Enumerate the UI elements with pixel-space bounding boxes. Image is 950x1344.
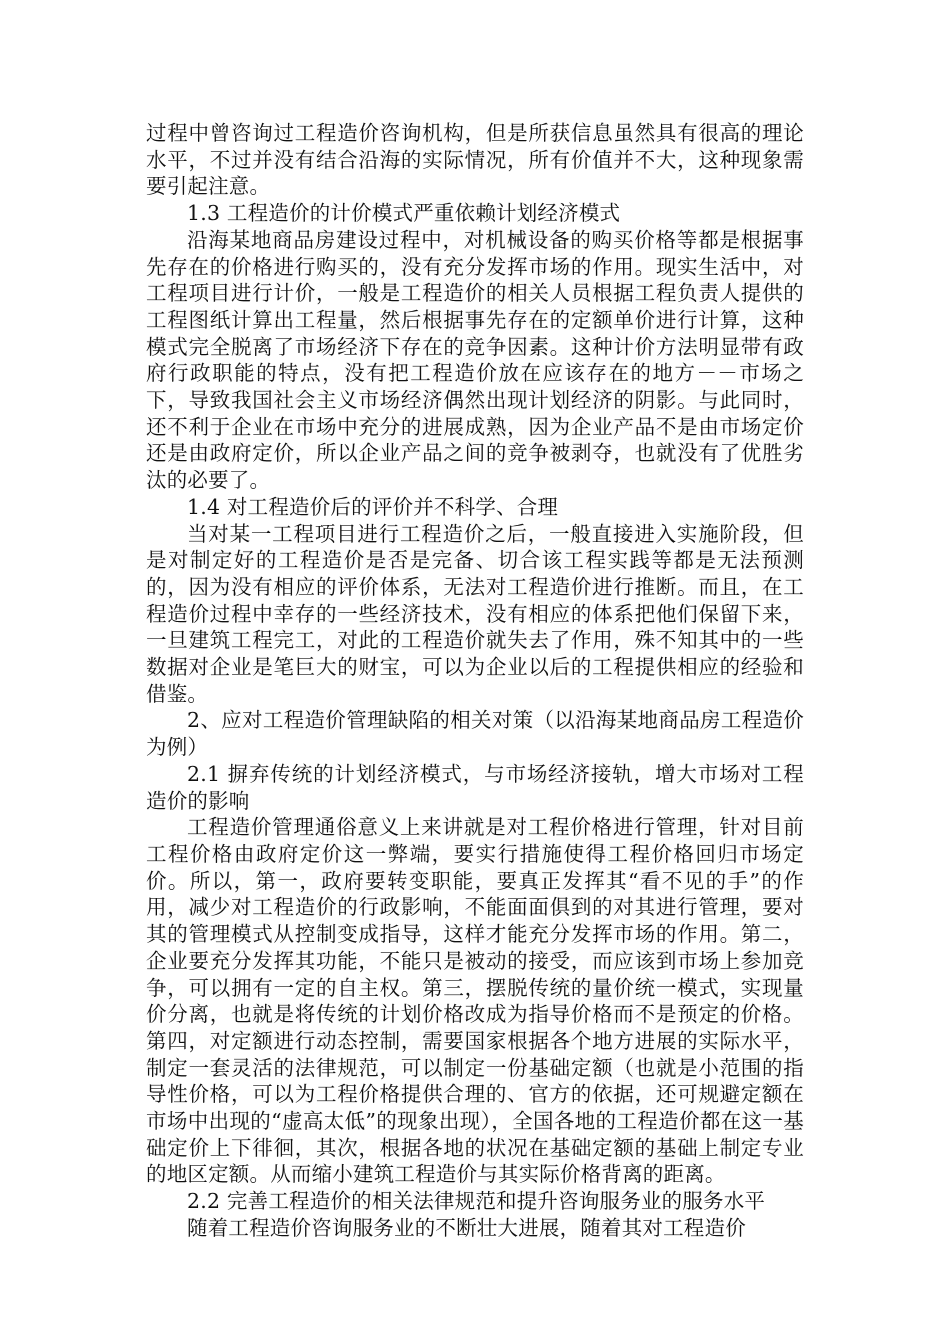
- paragraph: 沿海某地商品房建设过程中，对机械设备的购买价格等都是根据事先存在的价格进行购买的，没有充分发挥市场的作用。现实生活中，对工程项目进行计价，一般是工程造价的相关人员根据工程负责人提供的工程图纸计算出工程量，然后根据事先存在的定额单价进行计算，这种模式完全脱离了市场经济下存在的竞争因素。这种计价方法明显带有政府行政职能的特点，没有把工程造价放在应该存在的地方－－市场之下，导致我国社会主义市场经济偶然出现计划经济的阴影。与此同时，还不利于企业在市场中充分的进展成熟，因为企业产品不是由市场定价还是由政府定价，所以企业产品之间的竞争被剥夺，也就没有了优胜劣汰的必要了。: [146, 227, 804, 493]
- section-heading-2: 2、应对工程造价管理缺陷的相关对策（以沿海某地商品房工程造价为例）: [146, 708, 804, 760]
- section-heading-1-3: 1.3 工程造价的计价模式严重依赖计划经济模式: [187, 201, 621, 226]
- section-heading-2-2: 2.2 完善工程造价的相关法律规范和提升咨询服务业的服务水平: [187, 1189, 766, 1214]
- paragraph: 当对某一工程项目进行工程造价之后，一般直接进入实施阶段，但是对制定好的工程造价是否是完备、切合该工程实践等都是无法预测的，因为没有相应的评价体系，无法对工程造价进行推断。而且，在工程造价过程中幸存的一些经济技术，没有相应的体系把他们保留下来，一旦建筑工程完工，对此的工程造价就失去了作用，殊不知其中的一些数据对企业是笔巨大的财宝，可以为企业以后的工程提供相应的经验和借鉴。: [146, 521, 804, 706]
- paragraph: 工程造价管理通俗意义上来讲就是对工程价格进行管理，针对目前工程价格由政府定价这一弊端，要实行措施使得工程价格回归市场定价。所以，第一，政府要转变职能，要真正发挥其“看不见的手”的作用，减少对工程造价的行政影响，不能面面俱到的对其进行管理，要对其的管理模式从控制变成指导，这样才能充分发挥市场的作用。第二，企业要充分发挥其功能，不能只是被动的接受，而应该到市场上参加竞争，可以拥有一定的自主权。第三，摆脱传统的量价统一模式，实现量价分离，也就是将传统的计划价格改成为指导价格而不是预定的价格。第四，对定额进行动态控制，需要国家根据各个地方进展的实际水平，制定一套灵活的法律规范，可以制定一份基础定额（也就是小范围的指导性价格，可以为工程价格提供合理的、官方的依据，还可规避定额在市场中出现的“虚高太低”的现象出现），全国各地的工程造价都在这一基础定价上下徘徊，其次，根据各地的状况在基础定额的基础上制定专业的地区定额。从而缩小建筑工程造价与其实际价格背离的距离。: [146, 815, 804, 1187]
- section-heading-1-4: 1.4 对工程造价后的评价并不科学、合理: [187, 494, 559, 519]
- paragraph: 随着工程造价咨询服务业的不断壮大进展，随着其对工程造价: [187, 1215, 746, 1240]
- document-page: [146, 120, 804, 1242]
- section-heading-2-1: 2.1 摒弃传统的计划经济模式，与市场经济接轨，增大市场对工程造价的影响: [146, 761, 804, 813]
- paragraph-continued: 过程中曾咨询过工程造价咨询机构，但是所获信息虽然具有很高的理论水平，不过并没有结合沿海的实际情况，所有价值并不大，这种现象需要引起注意。: [146, 121, 804, 199]
